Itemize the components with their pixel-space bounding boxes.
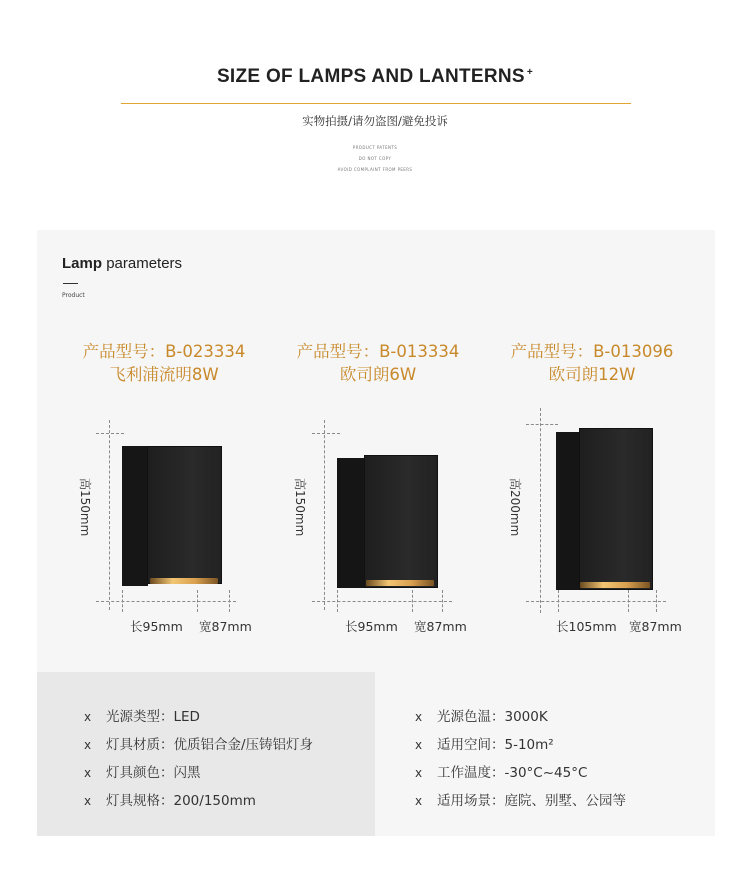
micro-line-3: AVOID COMPLAINT FROM PEERS [337, 167, 413, 172]
spec-right-4-text: 适用场景：庭院、别墅、公园等 [437, 793, 626, 809]
spec-left-1-text: 光源类型：LED [106, 709, 200, 725]
p2-top-guide [312, 433, 340, 434]
product-1-model: 产品型号：B-023334 [82, 342, 246, 361]
product-3-name: 欧司朗12W [548, 365, 636, 384]
product-2-lamp [364, 455, 438, 588]
product-3-lamp-side [556, 432, 580, 590]
p1-tick-a [122, 590, 123, 612]
p1-top-guide [96, 433, 124, 434]
product-1-height: 高150mm [78, 478, 92, 537]
page-title [0, 66, 750, 88]
product-3-length: 长105mm [556, 619, 617, 634]
section-title [62, 255, 182, 272]
spec-right-1 [415, 705, 548, 725]
p2-bottom-guide [312, 601, 452, 602]
p3-left-guide [540, 408, 541, 613]
spec-left-2 [84, 733, 313, 753]
product-3-lamp [579, 428, 653, 590]
spec-left-4 [84, 789, 256, 809]
micro-line-2: DO NOT COPY [358, 156, 392, 161]
title-text: SIZE OF LAMPS AND LANTERNS [216, 66, 525, 87]
product-2-length: 长95mm [345, 619, 398, 634]
spec-left-2-text: 灯具材质：优质铝合金/压铸铝灯身 [106, 737, 314, 753]
specs-right-column [375, 672, 715, 836]
spec-right-4 [415, 789, 626, 809]
spec-right-3 [415, 761, 587, 781]
spec-bullet: x [415, 710, 423, 724]
p3-tick-b [628, 590, 629, 612]
micro-line-1: PRODUCT PATENTS [352, 145, 398, 150]
spec-bullet: x [84, 738, 92, 752]
product-2-lamp-glow [366, 580, 434, 586]
product-3-model: 产品型号：B-013096 [510, 342, 674, 361]
specs-left-column [37, 672, 375, 836]
gold-divider [121, 103, 631, 104]
p3-top-guide [526, 424, 558, 425]
p3-bottom-guide [526, 601, 666, 602]
product-2-header [268, 340, 488, 386]
product-2-width: 宽87mm [414, 619, 467, 634]
product-1-lamp [147, 446, 222, 584]
p3-tick-a [558, 590, 559, 612]
product-2-lamp-side [337, 458, 365, 588]
spec-bullet: x [415, 794, 423, 808]
product-1-lamp-side [122, 446, 148, 586]
section-title-rest: parameters [106, 255, 183, 272]
spec-bullet: x [84, 710, 92, 724]
p3-tick-c [656, 590, 657, 612]
p1-bottom-guide [96, 601, 236, 602]
spec-bullet: x [415, 738, 423, 752]
p1-tick-b [197, 590, 198, 612]
product-1-header [54, 340, 274, 386]
spec-bullet: x [415, 766, 423, 780]
spec-left-4-text: 灯具规格：200/150mm [106, 793, 256, 809]
p2-tick-c [442, 590, 443, 612]
p2-tick-b [412, 590, 413, 612]
specs-block [37, 672, 715, 836]
product-2-height: 高150mm [293, 478, 307, 537]
product-3-header [482, 340, 702, 386]
p1-tick-c [229, 590, 230, 612]
section-small-label: Product [62, 292, 85, 299]
section-title-bold: Lamp [62, 255, 103, 272]
section-dash [63, 283, 78, 284]
spec-right-2-text: 适用空间：5-10m² [437, 737, 554, 753]
p2-tick-a [337, 590, 338, 612]
spec-left-1 [84, 705, 200, 725]
spec-bullet: x [84, 766, 92, 780]
spec-left-3 [84, 761, 201, 781]
spec-right-2 [415, 733, 554, 753]
title-mark: + [526, 66, 534, 78]
product-3-lamp-glow [580, 582, 650, 588]
subtitle: 实物拍摄/请勿盗图/避免投诉 [302, 114, 448, 128]
spec-right-1-text: 光源色温：3000K [437, 709, 548, 725]
product-2-model: 产品型号：B-013334 [296, 342, 460, 361]
product-1-name: 飞利浦流明8W [109, 365, 219, 384]
product-1-width: 宽87mm [199, 619, 252, 634]
spec-bullet: x [84, 794, 92, 808]
product-3-width: 宽87mm [629, 619, 682, 634]
product-2-name: 欧司朗6W [339, 365, 417, 384]
p2-left-guide [324, 420, 325, 610]
product-3-height: 高200mm [508, 478, 522, 537]
spec-right-3-text: 工作温度：-30°C~45°C [437, 765, 588, 781]
spec-left-3-text: 灯具颜色：闪黑 [106, 765, 201, 781]
p1-left-guide [109, 420, 110, 610]
product-1-lamp-glow [150, 578, 218, 584]
product-1-length: 长95mm [130, 619, 183, 634]
